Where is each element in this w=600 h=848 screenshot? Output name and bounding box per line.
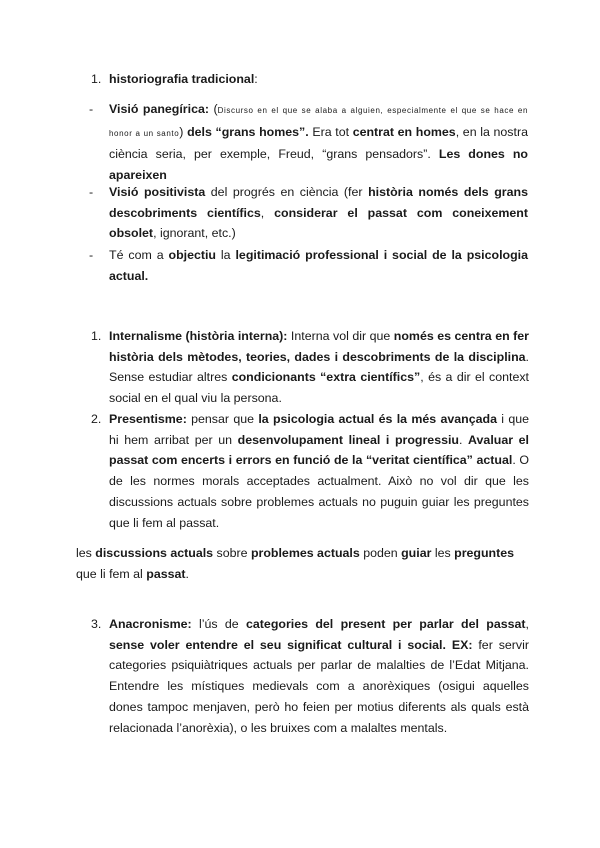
- bold-text-run: desenvolupament lineal i progressiu: [237, 432, 459, 447]
- text-run: ,: [525, 617, 529, 631]
- bold-text-run: passat: [146, 566, 186, 581]
- bullet-marker: -: [89, 185, 94, 199]
- bold-text-run: Visió positivista: [109, 185, 206, 199]
- text-run: , en la nostra ciència seria, per exemple, Freud, “grans pensadors”.: [109, 124, 528, 162]
- bold-text-run: considerar el passat com coneixement obsolet: [109, 205, 529, 241]
- text-run: poden: [359, 546, 402, 560]
- bold-text-run: Visió panegírica:: [109, 102, 209, 116]
- bullet-text: [109, 182, 528, 244]
- text-run: Té com a: [109, 248, 169, 262]
- small-text-run: Discurso en el que se alaba a alguien, especialmente el que se hace en honor a un santo: [109, 106, 528, 138]
- text-run: :: [254, 72, 258, 86]
- text-run: , ignorant, etc.): [153, 226, 236, 241]
- text-run: la: [216, 248, 236, 262]
- list-marker: 1.: [91, 329, 102, 343]
- bold-text-run: problemes actuals: [250, 546, 360, 560]
- bold-text-run: Les dones no apareixen: [109, 147, 528, 183]
- bold-text-run: legitimació professional i social de la psicologia actual.: [109, 248, 528, 283]
- bold-text-run: dels “grans homes”.: [187, 124, 309, 139]
- text-run: . Sense estudiar altres: [109, 349, 529, 385]
- text-run: , és a dir el context social en el qual viu la persona.: [109, 370, 530, 406]
- text-run: Era tot: [308, 124, 353, 139]
- bold-text-run: guiar: [401, 546, 432, 560]
- list-marker: 1.: [91, 72, 102, 86]
- bold-text-run: EX:: [451, 637, 473, 652]
- list-marker: 3.: [91, 617, 102, 631]
- bold-text-run: Internalisme (història interna):: [109, 329, 288, 343]
- summary-paragraph: [76, 543, 532, 584]
- bold-text-run: categories del present per parlar del passat: [246, 617, 526, 631]
- text-run: fer servir categories psiquiàtriques actuals per parlar de malalties de l’Edat Mitjana. Entendre les místiques medievals com a anorèxiques (osigui aquelles dones tampoc menjaven, però ho feien per motius diferents als quals està relacionada l’anorèxia), o les bruixes com a malaltes mentals.: [109, 637, 529, 735]
- list-item-text: [109, 409, 529, 533]
- text-run: pensar que: [186, 412, 259, 426]
- bullet-marker: -: [89, 102, 94, 116]
- text-run: (: [208, 102, 218, 116]
- text-run: l’ús de: [191, 617, 247, 631]
- list-item-text: [109, 69, 529, 90]
- bullet-marker: -: [89, 248, 94, 262]
- bold-text-run: només es centra en fer història dels mètodes, teories, dades i descobriments de la disciplina: [109, 329, 529, 364]
- text-run: ): [179, 124, 188, 139]
- list-marker: 2.: [91, 412, 102, 426]
- bold-text-run: sense voler entendre el seu significat cultural i social.: [109, 637, 446, 652]
- text-run: sobre: [213, 546, 251, 560]
- text-run: que li fem al: [76, 566, 147, 581]
- bold-text-run: condicionants “extra científics”: [231, 370, 421, 385]
- bold-text-run: història només dels grans descobriments científics: [109, 185, 528, 220]
- bold-text-run: Avaluar el passat com encerts i errors en funció de la “veritat científica” actual: [109, 432, 529, 468]
- bold-text-run: Presentisme:: [109, 412, 187, 426]
- text-run: i que hi hem arribat per un: [109, 412, 530, 447]
- bullet-text: [109, 99, 528, 186]
- text-run: .: [458, 432, 469, 447]
- text-run: les: [76, 546, 96, 560]
- bold-text-run: preguntes: [454, 546, 515, 560]
- text-run: .: [185, 566, 189, 581]
- bold-text-run: centrat en homes: [352, 124, 456, 139]
- bold-text-run: objectiu: [168, 248, 216, 262]
- bold-text-run: discussions actuals: [95, 546, 214, 560]
- text-run: les: [431, 546, 455, 560]
- text-run: del progrés en ciència (fer: [205, 185, 369, 199]
- bold-text-run: la psicologia actual és la més avançada: [258, 412, 497, 426]
- bullet-text: [109, 245, 528, 286]
- text-run: . O de les normes morals acceptades actualment. Això no vol dir que les discussions actuals sobre problemes actuals no puguin guiar les preguntes que li fem al passat.: [109, 453, 530, 530]
- bold-text-run: historiografia tradicional: [109, 72, 255, 86]
- list-item-text: [109, 614, 529, 738]
- list-item-text: [109, 326, 529, 409]
- bold-text-run: Anacronisme:: [109, 617, 192, 631]
- text-run: ,: [260, 205, 275, 220]
- text-run: Interna vol dir que: [287, 329, 394, 343]
